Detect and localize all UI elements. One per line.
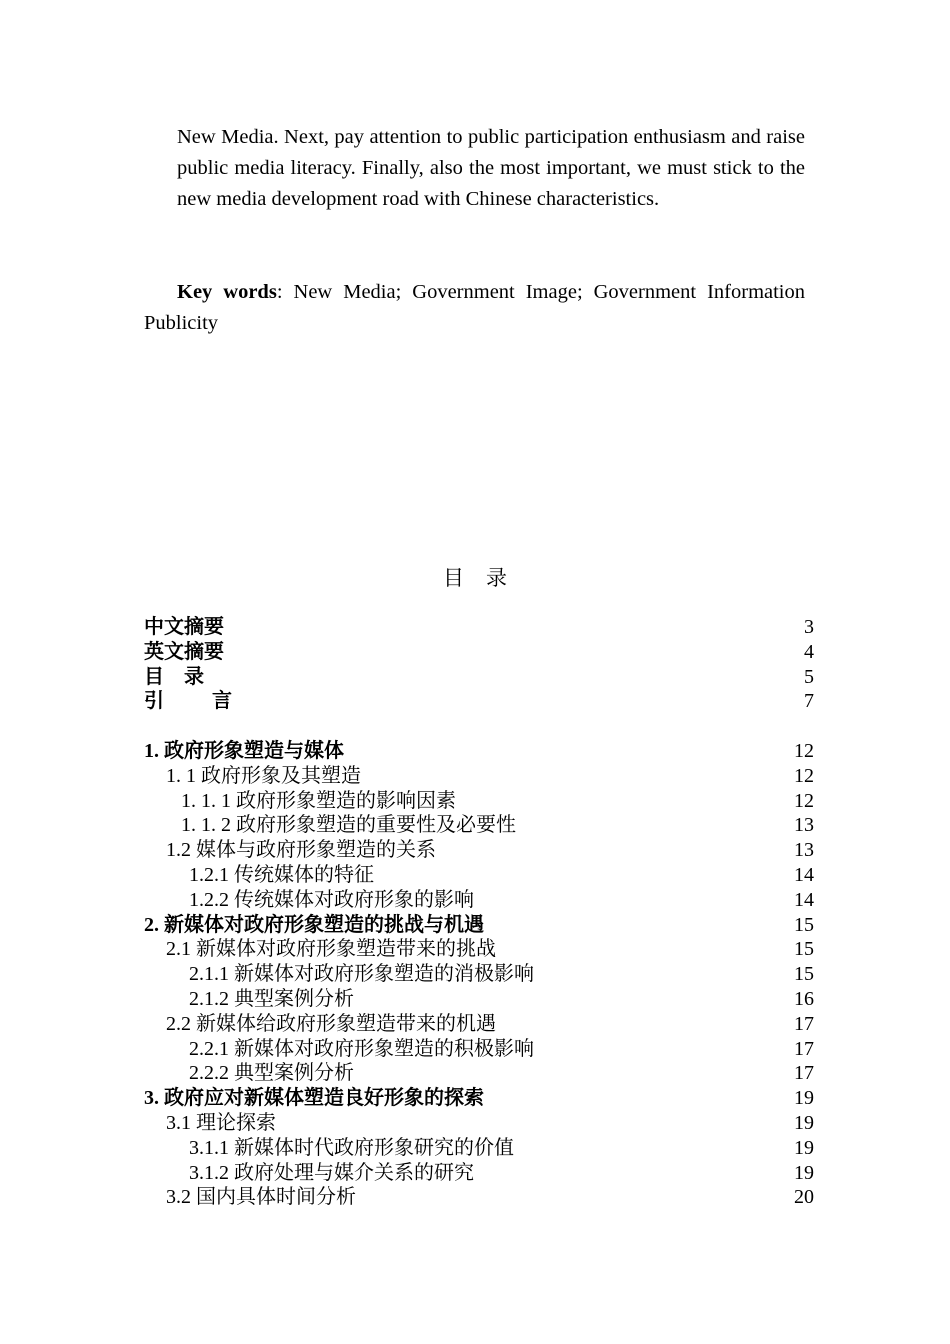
toc-entry-page: 19	[794, 1136, 814, 1159]
toc-entry-label: 目录	[144, 665, 224, 688]
toc-entry-page: 17	[794, 1037, 814, 1060]
toc-entry[interactable]	[144, 888, 814, 913]
toc-entry-label: 3.2 国内具体时间分析	[166, 1186, 356, 1209]
toc-entry-page: 19	[794, 1111, 814, 1134]
table-of-contents	[144, 615, 814, 1210]
abstract-continuation: New Media. Next, pay attention to public participation enthusiasm and raise public media literacy. Finally, also the most important, we must stick to the new media development road with Chinese characteristics.	[177, 126, 805, 210]
toc-entry-label: 3. 政府应对新媒体塑造良好形象的探索	[144, 1087, 484, 1110]
toc-entry[interactable]	[144, 937, 814, 962]
toc-entry-label: 英文摘要	[144, 640, 224, 663]
toc-entry[interactable]	[144, 962, 814, 987]
toc-entry[interactable]	[144, 640, 814, 665]
toc-entry-page: 19	[794, 1087, 814, 1110]
toc-entry-page: 13	[794, 839, 814, 862]
toc-entry-page: 4	[804, 640, 814, 663]
toc-entry-page: 15	[794, 913, 814, 936]
toc-entry-label: 1.2 媒体与政府形象塑造的关系	[166, 839, 436, 862]
toc-entry-label: 1. 1 政府形象及其塑造	[166, 764, 361, 787]
toc-entry[interactable]	[144, 863, 814, 888]
toc-entry[interactable]	[144, 1086, 814, 1111]
toc-entry-page: 19	[794, 1161, 814, 1184]
toc-entry-page: 12	[794, 789, 814, 812]
toc-entry-page: 14	[794, 863, 814, 886]
toc-entry-label: 2.2.1 新媒体对政府形象塑造的积极影响	[189, 1037, 534, 1060]
toc-entry-page: 3	[804, 616, 814, 638]
toc-entry-page: 16	[794, 987, 814, 1010]
toc-entry-label: 中文摘要	[144, 616, 224, 638]
toc-entry-label: 2.2.2 典型案例分析	[189, 1062, 354, 1085]
toc-entry-page: 5	[804, 665, 814, 688]
toc-entry-label: 3.1.2 政府处理与媒介关系的研究	[189, 1161, 474, 1184]
toc-entry-page: 15	[794, 938, 814, 961]
toc-entry-label: 3.1 理论探索	[166, 1111, 276, 1134]
toc-entry-label: 2.1.2 典型案例分析	[189, 987, 354, 1010]
toc-entry-label: 1.2.2 传统媒体对政府形象的影响	[189, 888, 474, 911]
toc-entry[interactable]	[144, 1136, 814, 1161]
keywords-paragraph	[144, 277, 805, 339]
toc-entry[interactable]	[144, 1185, 814, 1210]
toc-entry-page: 13	[794, 814, 814, 837]
toc-entry-label: 2. 新媒体对政府形象塑造的挑战与机遇	[144, 913, 484, 936]
toc-entry-label: 引言	[144, 690, 280, 713]
toc-entry[interactable]	[144, 1012, 814, 1037]
toc-entry[interactable]	[144, 789, 814, 814]
toc-entry-label: 3.1.1 新媒体时代政府形象研究的价值	[189, 1136, 514, 1159]
toc-entry[interactable]	[144, 689, 814, 714]
toc-entry[interactable]	[144, 764, 814, 789]
toc-entry[interactable]	[144, 1037, 814, 1062]
toc-entry-page: 17	[794, 1012, 814, 1035]
toc-entry[interactable]	[144, 838, 814, 863]
toc-entry[interactable]	[144, 1061, 814, 1086]
toc-entry-label: 1. 政府形象塑造与媒体	[144, 739, 344, 762]
toc-entry[interactable]	[144, 615, 814, 640]
toc-entry[interactable]	[144, 913, 814, 938]
keywords-text: New Media; Government Image; Government Information Publicity	[144, 281, 806, 334]
toc-entry-page: 17	[794, 1062, 814, 1085]
keywords-label: Key words	[177, 281, 277, 303]
toc-entry-label: 1. 1. 2 政府形象塑造的重要性及必要性	[181, 814, 516, 837]
toc-entry-label: 2.1 新媒体对政府形象塑造带来的挑战	[166, 938, 496, 961]
toc-entry[interactable]	[144, 813, 814, 838]
toc-entry-page: 20	[794, 1186, 814, 1209]
toc-title: 目录	[443, 566, 529, 590]
keywords-separator: :	[276, 281, 294, 303]
toc-entry-label: 2.2 新媒体给政府形象塑造带来的机遇	[166, 1012, 496, 1035]
toc-entry[interactable]	[144, 1111, 814, 1136]
toc-entry-label: 1. 1. 1 政府形象塑造的影响因素	[181, 789, 456, 812]
toc-entry-page: 12	[794, 764, 814, 787]
toc-entry-page: 12	[794, 739, 814, 762]
toc-entry-page: 14	[794, 888, 814, 911]
toc-entry-label: 1.2.1 传统媒体的特征	[189, 863, 374, 886]
toc-entry[interactable]	[144, 739, 814, 764]
toc-entry-page: 7	[804, 690, 814, 713]
toc-entry-label: 2.1.1 新媒体对政府形象塑造的消极影响	[189, 963, 534, 986]
toc-entry[interactable]	[144, 1161, 814, 1186]
toc-entry[interactable]	[144, 665, 814, 690]
toc-entry[interactable]	[144, 987, 814, 1012]
toc-entry-page: 15	[794, 963, 814, 986]
